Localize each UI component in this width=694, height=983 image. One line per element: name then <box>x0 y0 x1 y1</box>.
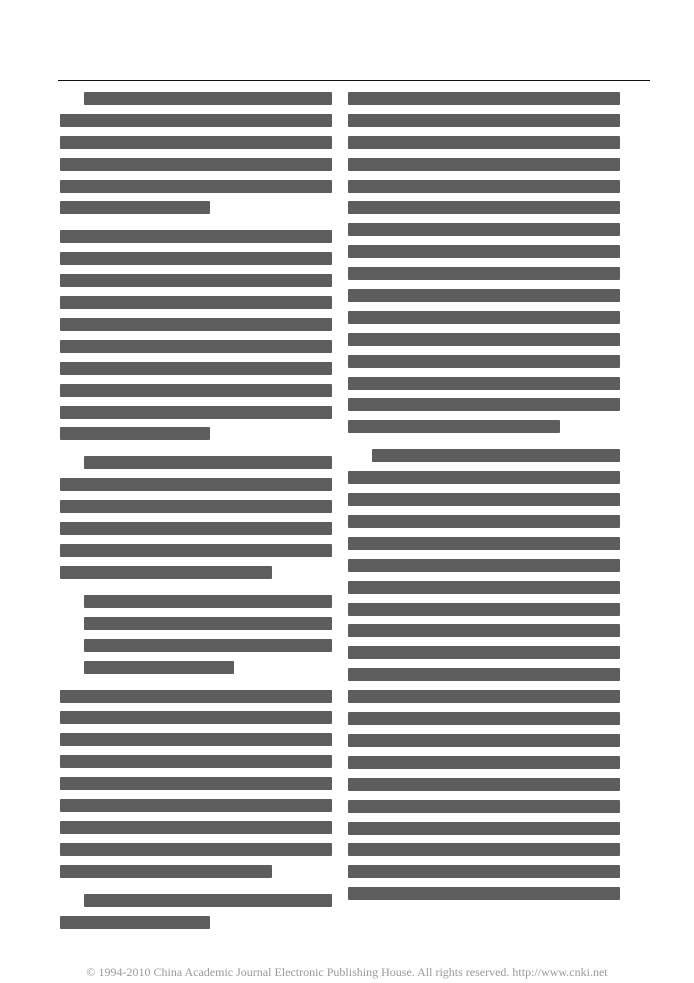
text-line <box>348 581 620 594</box>
text-line <box>60 274 332 287</box>
text-line <box>60 690 332 703</box>
text-line <box>348 646 620 659</box>
text-line <box>348 201 620 214</box>
text-line <box>60 478 332 491</box>
text-line <box>348 734 620 747</box>
text-line <box>60 522 332 535</box>
text-line <box>348 158 620 171</box>
text-line <box>60 230 332 243</box>
text-line <box>348 398 620 411</box>
text-line <box>60 777 332 790</box>
text-line <box>84 595 332 608</box>
text-line <box>348 515 620 528</box>
text-line <box>60 252 332 265</box>
text-line <box>60 733 332 746</box>
text-line <box>348 333 620 346</box>
text-line <box>60 821 332 834</box>
text-line <box>60 544 332 557</box>
text-line <box>348 690 620 703</box>
text-line <box>372 449 620 462</box>
text-line <box>348 311 620 324</box>
text-line <box>84 617 332 630</box>
text-line <box>84 894 332 907</box>
text-line <box>60 158 332 171</box>
text-line <box>348 245 620 258</box>
text-line <box>60 865 272 878</box>
text-line <box>60 711 332 724</box>
copyright-footer: © 1994-2010 China Academic Journal Electronic Publishing House. All rights reserved. http://www.cnki.net <box>86 965 608 979</box>
text-line <box>348 756 620 769</box>
text-line <box>348 668 620 681</box>
text-line <box>348 865 620 878</box>
text-line <box>348 603 620 616</box>
text-line <box>348 537 620 550</box>
text-line <box>348 778 620 791</box>
text-line <box>348 223 620 236</box>
text-line <box>60 362 332 375</box>
text-line <box>60 384 332 397</box>
left-column <box>60 92 332 938</box>
text-line <box>348 559 620 572</box>
text-line <box>348 624 620 637</box>
right-column <box>348 92 620 909</box>
text-line <box>60 180 332 193</box>
text-line <box>60 799 332 812</box>
text-line <box>60 916 210 929</box>
text-line <box>84 92 332 105</box>
text-line <box>348 114 620 127</box>
text-line <box>60 201 210 214</box>
text-line <box>60 500 332 513</box>
text-line <box>60 843 332 856</box>
text-line <box>60 318 332 331</box>
text-line <box>348 822 620 835</box>
text-line <box>348 267 620 280</box>
text-line <box>348 420 560 433</box>
text-line <box>60 114 332 127</box>
text-line <box>348 355 620 368</box>
text-line <box>60 427 210 440</box>
text-line <box>60 566 272 579</box>
text-line <box>60 406 332 419</box>
text-line <box>60 136 332 149</box>
text-line <box>60 340 332 353</box>
text-line <box>84 639 332 652</box>
text-line <box>348 493 620 506</box>
header-rule <box>58 80 650 81</box>
text-line <box>348 289 620 302</box>
text-line <box>348 180 620 193</box>
text-line <box>60 755 332 768</box>
text-line <box>348 136 620 149</box>
text-line <box>348 92 620 105</box>
text-line <box>348 843 620 856</box>
text-line <box>348 377 620 390</box>
text-line <box>348 887 620 900</box>
text-line <box>60 296 332 309</box>
text-line <box>348 800 620 813</box>
text-line <box>348 712 620 725</box>
text-line <box>348 471 620 484</box>
text-line <box>84 661 234 674</box>
text-line <box>84 456 332 469</box>
